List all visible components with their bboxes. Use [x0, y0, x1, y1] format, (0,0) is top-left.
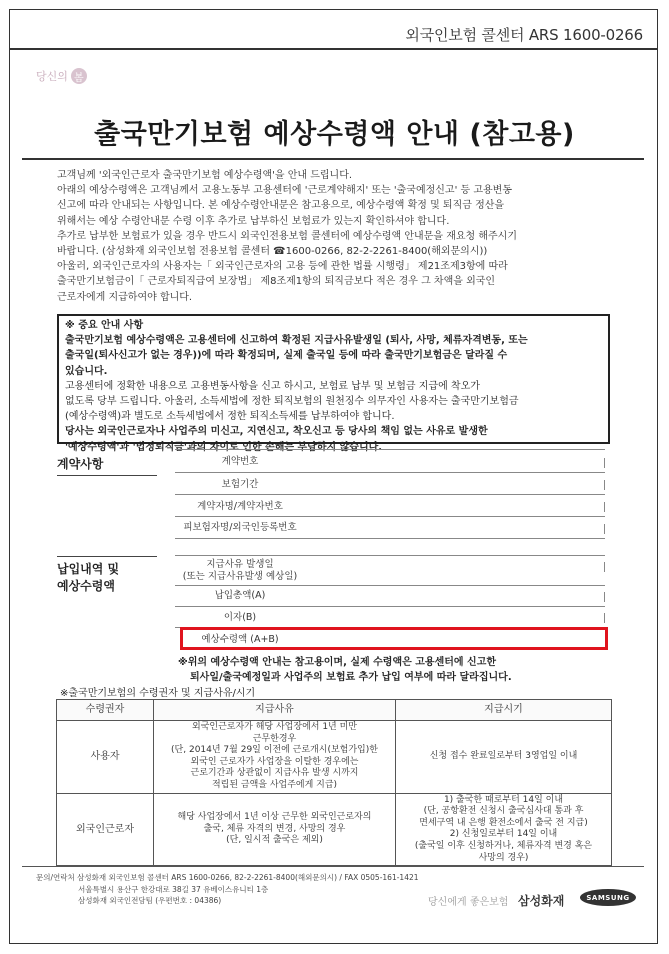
contract-field-line: [175, 538, 605, 539]
header-title: 외국인보험 콜센터 ARS 1600-0266: [405, 26, 643, 44]
cell-line: 근무한경우: [252, 733, 297, 744]
expected-amount-highlight: [180, 627, 608, 650]
title-rule: [22, 158, 644, 160]
field-tick: [604, 502, 605, 512]
logo-text: 당신의: [36, 70, 68, 83]
column-header: 지급사유: [154, 700, 396, 721]
timing-cell: [396, 793, 612, 866]
notice-heading: ※ 중요 안내 사항: [65, 320, 144, 331]
expected-amount-label: 예상수령액 (A+B): [201, 634, 279, 645]
cell-line: 외국인 근로자가 사업장을 이탈한 경우에는: [190, 756, 359, 767]
footer-line: 삼성화재 외국인전담팀 (우편번호 : 04386): [78, 896, 222, 905]
notice-line: 당사는 외국인근로자나 사업주의 미신고, 지연신고, 착오신고 등 당사의 책임 없는 사유로 발생한: [65, 426, 488, 438]
recipient-cell: 사용자: [57, 721, 154, 794]
field-tick: [604, 613, 605, 623]
cell-line: 1) 출국한 때로부터 14일 이내: [443, 794, 564, 805]
field-tick: [604, 592, 605, 602]
cell-line: 외국인근로자가 해당 사업장에서 1년 미만: [192, 722, 357, 732]
policyholder-label: 계약자명/계약자번호: [197, 501, 283, 512]
payment-field-line: [175, 555, 605, 556]
cell-line: 출국, 체류 자격의 변경, 사망의 경우: [203, 823, 346, 834]
logo: [36, 68, 87, 84]
notice-line: 없도록 당부 드립니다. 아울러, 소득세법에 정한 퇴직보험의 원천징수 의무자인 사용자는 출국만기보험금: [65, 396, 519, 408]
brand-name: 삼성화재: [518, 894, 565, 908]
contract-field-line: [175, 494, 605, 495]
intro-line: 출국만기보험금이「 근로자퇴직급여 보장법」 제8조제1항의 퇴직금보다 적은 경우 그 차액을 외국인: [57, 276, 496, 288]
table-row: [57, 793, 612, 866]
footer-contact: [36, 872, 419, 907]
notice-line: 출국만기보험 예상수령액은 고용센터에 신고하여 확정된 지급사유발생일 (퇴사, 사망, 체류자격변동, 또는: [65, 335, 528, 347]
intro-line: 아래의 예상수령액은 고객님께서 고용노동부 고용센터에 '근로계약해지' 또는 '출국예정신고' 등 고용변동: [57, 185, 512, 197]
notice-line: 고용센터에 정확한 내용으로 고용변동사항을 신고 하시고, 보험료 납부 및 보험금 지급에 착오가: [65, 380, 480, 392]
payment-table-heading: ※출국만기보험의 수령권자 및 지급사유/시기: [60, 688, 256, 699]
reference-note-line: ※위의 예상수령액 안내는 참고용이며, 실제 수령액은 고용센터에 신고한: [178, 657, 497, 668]
payment-date-sub-label: (또는 지급사유발생 예상일): [182, 571, 298, 582]
contract-field-line: [175, 472, 605, 473]
contract-section-label: 계약사항: [57, 457, 104, 471]
cell-line: 사망의 경우): [478, 852, 529, 863]
cell-line: 해당 사업장에서 1년 이상 근무한 외국인근로자의: [177, 811, 372, 822]
payment-section-label: [57, 561, 119, 595]
notice-line: '예상수령액'과 '법정퇴직금'과의 차이로 인한 손해는 부담하지 않습니다.: [65, 441, 383, 453]
footer-rule: [22, 866, 644, 867]
insured-label: 피보험자명/외국인등록번호: [183, 522, 297, 533]
field-tick: [604, 524, 605, 534]
footer-line: 서울특별시 용산구 한강대로 38길 37 유베이스유니티 1층: [78, 884, 269, 894]
contract-field-line: [175, 516, 605, 517]
header-rule: [9, 48, 658, 50]
intro-line: 바랍니다. (삼성화재 외국인보험 전용보험 콜센터 ☎1600-0266, 82-2-2261-8400(해외문의시)): [57, 246, 488, 258]
cell-line: 2) 신청일로부터 14일 이내: [449, 829, 558, 840]
notice-line: 있습니다.: [65, 365, 108, 377]
interest-label: 이자(B): [223, 612, 257, 623]
cell-line: 면세구역 내 은행 환전소에서 출국 전 지급): [419, 817, 588, 828]
document-title: 출국만기보험 예상수령액 안내 (참고용): [94, 119, 575, 150]
intro-line: 근로자에게 지급하여야 합니다.: [57, 291, 193, 303]
intro-line: 신고에 따라 안내되는 사항입니다. 본 예상수령안내문은 참고용으로, 예상수령액 확정 및 퇴직금 정산을: [57, 200, 505, 212]
notice-line: 출국일(퇴사신고가 없는 경우))에 따라 확정되며, 실제 출국일 등에 따라 출국만기보험금은 달라질 수: [65, 350, 508, 362]
cell-line: (출국일 이후 신청하거나, 체류자격 변경 혹은: [414, 840, 593, 851]
cell-line: (단, 일시적 출국은 제외): [226, 835, 323, 846]
payment-section-rule: [57, 556, 157, 557]
cell-line: 적립된 금액을 사업주에게 지급): [211, 779, 338, 790]
logo-flower-icon: 봄: [71, 68, 87, 84]
recipient-cell: 외국인근로자: [57, 793, 154, 866]
total-paid-label: 납입총액(A): [214, 590, 266, 601]
cell-line: 근로기간과 상관없이 지급사유 발생 시까지: [190, 768, 359, 779]
insurance-period-label: 보험기간: [221, 479, 259, 490]
reason-cell: [154, 793, 396, 866]
table-row: [57, 721, 612, 794]
footer-line: 문의/연락처 삼성화재 외국인보험 콜센터 ARS 1600-0266, 82-2-2261-8400(해외문의시) / FAX 0505-161-1421: [36, 873, 419, 882]
intro-line: 아울러, 외국인근로자의 사용자는「 외국인근로자의 고용 등에 관한 법률 시행령」 제21조제3항에 따라: [57, 261, 508, 273]
important-notice-box: [57, 314, 610, 453]
timing-cell: [396, 721, 612, 794]
footer-slogan: 당신에게 좋은보험: [428, 897, 509, 908]
column-header: 지급시기: [396, 700, 612, 721]
intro-line: 추가로 납부한 보험료가 있을 경우 반드시 외국인전용보험 콜센터에 예상수령액 안내문을 재요청 해주시기: [57, 230, 518, 242]
reference-note: [178, 655, 608, 685]
payment-label-line: 예상수령액: [57, 579, 115, 593]
payment-label-line: 납입내역 및: [57, 562, 120, 576]
field-tick: [604, 458, 605, 468]
reason-cell: [154, 721, 396, 794]
field-tick: [604, 480, 605, 490]
contract-number-label: 계약번호: [221, 456, 259, 467]
reference-note-line: 퇴사일/출국예정일과 사업주의 보험료 추가 납입 여부에 따라 달라집니다.: [190, 672, 512, 683]
field-tick: [604, 562, 605, 572]
cell-line: (단, 공항환전 신청시 출국심사대 통과 후: [423, 806, 584, 817]
column-header: 수령권자: [57, 700, 154, 721]
payment-field-line: [175, 585, 605, 586]
payment-conditions-table: [56, 699, 612, 866]
payment-date-label: 지급사유 발생일: [206, 559, 274, 570]
notice-line: (예상수령액)과 별도로 소득세법에서 정한 퇴직소득세를 납부하여야 합니다.: [65, 411, 395, 423]
cell-line: (단, 2014년 7월 29일 이전에 근로개시(보험가입)한: [171, 745, 378, 756]
intro-line: 고객님께 '외국인근로자 출국만기보험 예상수령액'을 안내 드립니다.: [57, 170, 353, 181]
contract-section-rule: [57, 475, 157, 476]
samsung-logo-icon: SAMSUNG: [580, 889, 636, 906]
intro-line: 위해서는 예상 수령안내문 수령 이후 추가로 납부하신 보험료가 있는지 확인하셔야 합니다.: [57, 215, 450, 227]
contract-field-line: [175, 449, 605, 450]
cell-line: 신청 접수 완료일로부터 3영업일 이내: [429, 750, 578, 761]
payment-field-line: [175, 606, 605, 607]
intro-paragraph: [57, 168, 629, 305]
table-header-row: [57, 700, 612, 721]
